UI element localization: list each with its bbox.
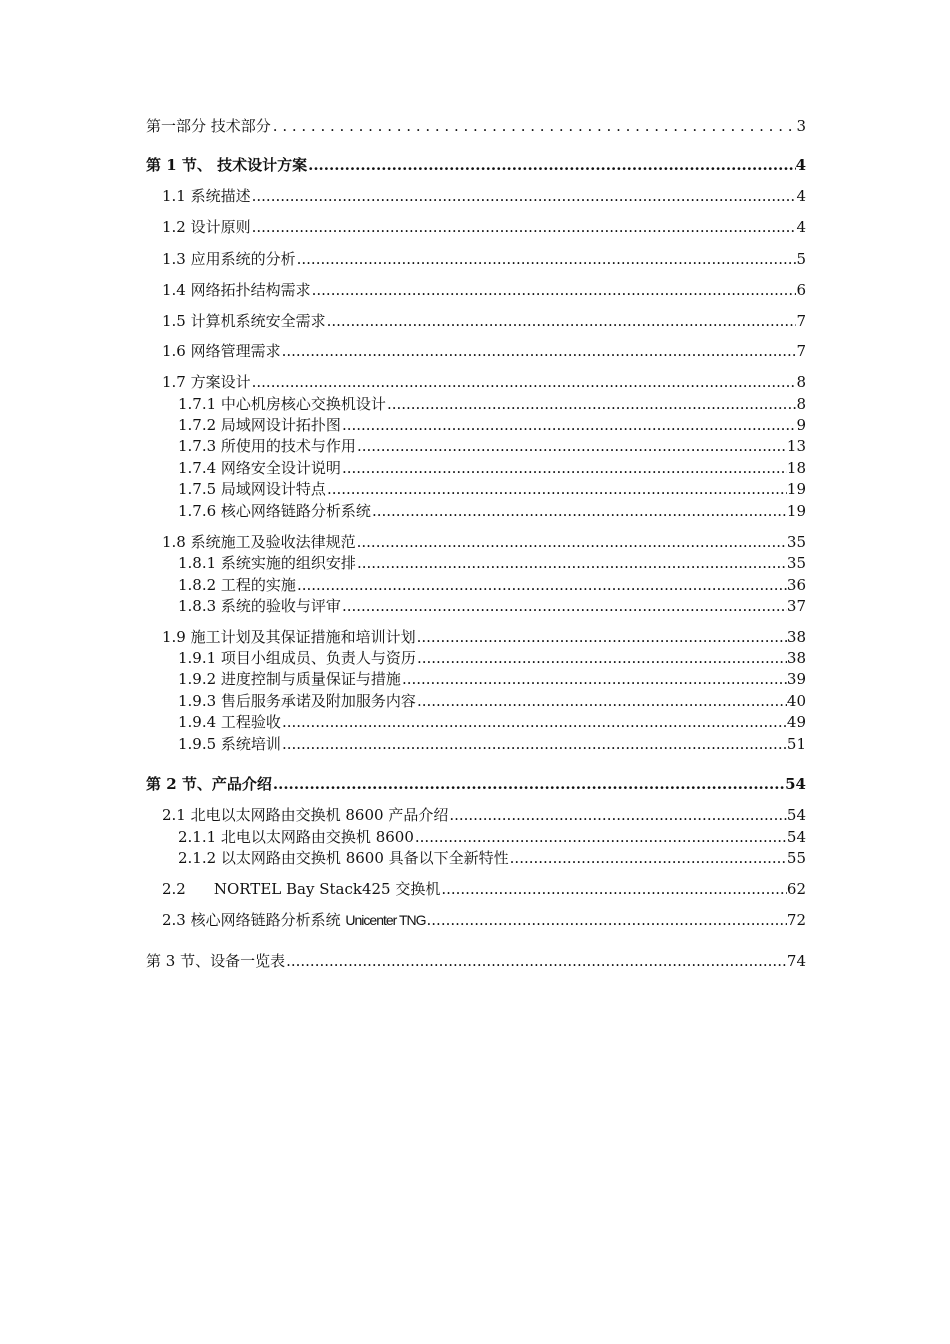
toc-entry-label: 1.3 应用系统的分析: [162, 250, 296, 268]
toc-entry-2-3[interactable]: [162, 911, 806, 929]
toc-entry-2-2[interactable]: [162, 880, 806, 898]
dot-leader: [297, 250, 797, 268]
toc-page-number: 8: [796, 395, 806, 413]
toc-page-number: 74: [786, 952, 806, 970]
toc-page-number: 7: [796, 342, 806, 360]
toc-entry-label: 1.8.2 工程的实施: [178, 576, 296, 594]
toc-entry-label: 1.6 网络管理需求: [162, 342, 281, 360]
toc-page-number: 55: [786, 849, 806, 867]
toc-entry-label: 2.1.2 以太网路由交换机 8600 具备以下全新特性: [178, 849, 509, 867]
dot-leader: [510, 849, 787, 867]
toc-entry-label: 第一部分 技术部分: [146, 117, 271, 135]
toc-page-number: 7: [796, 312, 806, 330]
dot-leader: [297, 576, 787, 594]
toc-entry-label: 1.9.4 工程验收: [178, 713, 281, 731]
toc-page-number: 72: [786, 911, 806, 929]
toc-entry-label: 1.7.2 局域网设计拓扑图: [178, 416, 341, 434]
toc-entry-number: 2.2: [162, 880, 186, 898]
toc-entry-label: 1.2 设计原则: [162, 218, 251, 236]
dot-leader: [357, 437, 787, 455]
toc-page-number: 37: [786, 597, 806, 615]
dot-leader: [441, 880, 787, 898]
dot-leader: [273, 117, 794, 135]
toc-entry-label: 1.7 方案设计: [162, 373, 251, 391]
dot-leader: [449, 806, 787, 824]
dot-leader: [252, 218, 797, 236]
dot-leader: [387, 395, 797, 413]
toc-page-number: 3: [796, 117, 806, 135]
dot-leader: [342, 459, 787, 477]
toc-page-number: 54: [786, 806, 806, 824]
toc-entry-1-9-2[interactable]: [178, 670, 806, 688]
toc-entry-label: 2.3 核心网络链路分析系统: [162, 911, 346, 929]
dot-leader: [312, 281, 797, 299]
toc-entry-label: 1.7.4 网络安全设计说明: [178, 459, 341, 477]
toc-entry-1-3[interactable]: [162, 250, 806, 268]
toc-entry-1-7-4[interactable]: [178, 459, 806, 477]
toc-entry-label: 1.7.3 所使用的技术与作用: [178, 437, 356, 455]
toc-entry-1-8[interactable]: [162, 533, 806, 551]
toc-page-number: 4: [796, 187, 806, 205]
toc-page-number: 5: [796, 250, 806, 268]
toc-entry-label: 1.7.5 局域网设计特点: [178, 480, 326, 498]
dot-leader: [286, 952, 787, 970]
toc-page-number: 49: [786, 713, 806, 731]
dot-leader: [282, 735, 787, 753]
toc-entry-label: 1.7.1 中心机房核心交换机设计: [178, 395, 386, 413]
toc-entry-label: 2.1.1 北电以太网路由交换机 8600: [178, 828, 414, 846]
toc-entry-1-7-1[interactable]: [178, 395, 806, 413]
toc-page-number: 39: [786, 670, 806, 688]
toc-page-number: 54: [785, 775, 806, 793]
toc-page-number: 13: [786, 437, 806, 455]
toc-entry-section-3[interactable]: [146, 952, 806, 970]
toc-entry-1-8-2[interactable]: [178, 576, 806, 594]
toc-entry-1-9-3[interactable]: [178, 692, 806, 710]
toc-page-number: 19: [786, 480, 806, 498]
dot-leader: [402, 670, 787, 688]
toc-entry-1-7[interactable]: [162, 373, 806, 391]
toc-entry-1-8-3[interactable]: [178, 597, 806, 615]
toc-entry-label-tail: Unicenter TNG: [345, 912, 426, 928]
dot-leader: [417, 628, 787, 646]
toc-entry-label: NORTEL Bay Stack425 交换机: [213, 880, 441, 898]
dot-leader: [427, 911, 787, 929]
dot-leader: [252, 373, 797, 391]
toc-entry-label: 1.9 施工计划及其保证措施和培训计划: [162, 628, 416, 646]
dot-leader: [372, 502, 787, 520]
toc-page-number: 38: [786, 649, 806, 667]
dot-leader: [357, 554, 787, 572]
toc-entry-label: 2.1 北电以太网路由交换机 8600 产品介绍: [162, 806, 449, 824]
dot-leader: [327, 480, 787, 498]
toc-entry-label: 1.5 计算机系统安全需求: [162, 312, 326, 330]
toc-entry-1-7-6[interactable]: [178, 502, 806, 520]
toc-entry-label: 第 3 节、设备一览表: [146, 952, 286, 970]
toc-entry-section-1[interactable]: [146, 156, 806, 174]
toc-page-number: 38: [786, 628, 806, 646]
dot-leader: [308, 156, 795, 174]
dot-leader: [342, 416, 797, 434]
toc-entry-label: 1.8.3 系统的验收与评审: [178, 597, 341, 615]
toc-page-number: 54: [786, 828, 806, 846]
toc-entry-section-2[interactable]: [146, 775, 806, 793]
dot-leader: [252, 187, 797, 205]
toc-entry-1-9-5[interactable]: [178, 735, 806, 753]
toc-entry-label: 第 1 节、 技术设计方案: [146, 156, 308, 174]
dot-leader: [327, 312, 797, 330]
dot-leader: [415, 828, 787, 846]
toc-entry-1-1[interactable]: [162, 187, 806, 205]
dot-leader: [282, 713, 787, 731]
toc-entry-1-9-4[interactable]: [178, 713, 806, 731]
toc-entry-label: 1.8.1 系统实施的组织安排: [178, 554, 356, 572]
toc-entry-label: 1.1 系统描述: [162, 187, 251, 205]
toc-entry-1-9-1[interactable]: [178, 649, 806, 667]
toc-entry-label: 1.8 系统施工及验收法律规范: [162, 533, 356, 551]
toc-entry-label: 1.9.2 进度控制与质量保证与措施: [178, 670, 401, 688]
dot-leader: [282, 342, 797, 360]
toc-entry-1-2[interactable]: [162, 218, 806, 236]
toc-page-number: 51: [786, 735, 806, 753]
toc-page-number: 6: [796, 281, 806, 299]
toc-entry-label-group: [162, 911, 426, 929]
toc-entry-2-1[interactable]: [162, 806, 806, 824]
toc-entry-label: 1.9.3 售后服务承诺及附加服务内容: [178, 692, 416, 710]
toc-page-number: 19: [786, 502, 806, 520]
toc-page-number: 35: [786, 554, 806, 572]
toc-entry-2-1-2[interactable]: [178, 849, 806, 867]
toc-entry-1-6[interactable]: [162, 342, 806, 360]
toc-page-number: 4: [796, 218, 806, 236]
toc-page-number: 9: [796, 416, 806, 434]
dot-leader: [357, 533, 787, 551]
toc-entry-1-7-3[interactable]: [178, 437, 806, 455]
toc-entry-1-4[interactable]: [162, 281, 806, 299]
toc-entry-1-7-5[interactable]: [178, 480, 806, 498]
toc-entry-label: 1.4 网络拓扑结构需求: [162, 281, 311, 299]
toc-page-number: 4: [795, 156, 806, 174]
dot-leader: [417, 649, 787, 667]
toc-page-number: 36: [786, 576, 806, 594]
toc-entry-label-group: [162, 880, 440, 898]
toc-entry-label: 1.9.5 系统培训: [178, 735, 281, 753]
toc-entry-1-5[interactable]: [162, 312, 806, 330]
toc-entry-1-8-1[interactable]: [178, 554, 806, 572]
toc-entry-1-7-2[interactable]: [178, 416, 806, 434]
toc-entry-1-9[interactable]: [162, 628, 806, 646]
toc-page-number: 40: [786, 692, 806, 710]
toc-entry-label: 1.9.1 项目小组成员、负责人与资历: [178, 649, 416, 667]
dot-leader: [342, 597, 787, 615]
toc-entry-part1[interactable]: [146, 117, 806, 135]
dot-leader: [417, 692, 787, 710]
toc-entry-2-1-1[interactable]: [178, 828, 806, 846]
toc-entry-label: 1.7.6 核心网络链路分析系统: [178, 502, 371, 520]
toc-page-number: 35: [786, 533, 806, 551]
toc-page-number: 8: [796, 373, 806, 391]
toc-entry-label: 第 2 节、产品介绍: [146, 775, 272, 793]
dot-leader: [273, 775, 785, 793]
toc-page-number: 18: [786, 459, 806, 477]
toc-page-number: 62: [786, 880, 806, 898]
